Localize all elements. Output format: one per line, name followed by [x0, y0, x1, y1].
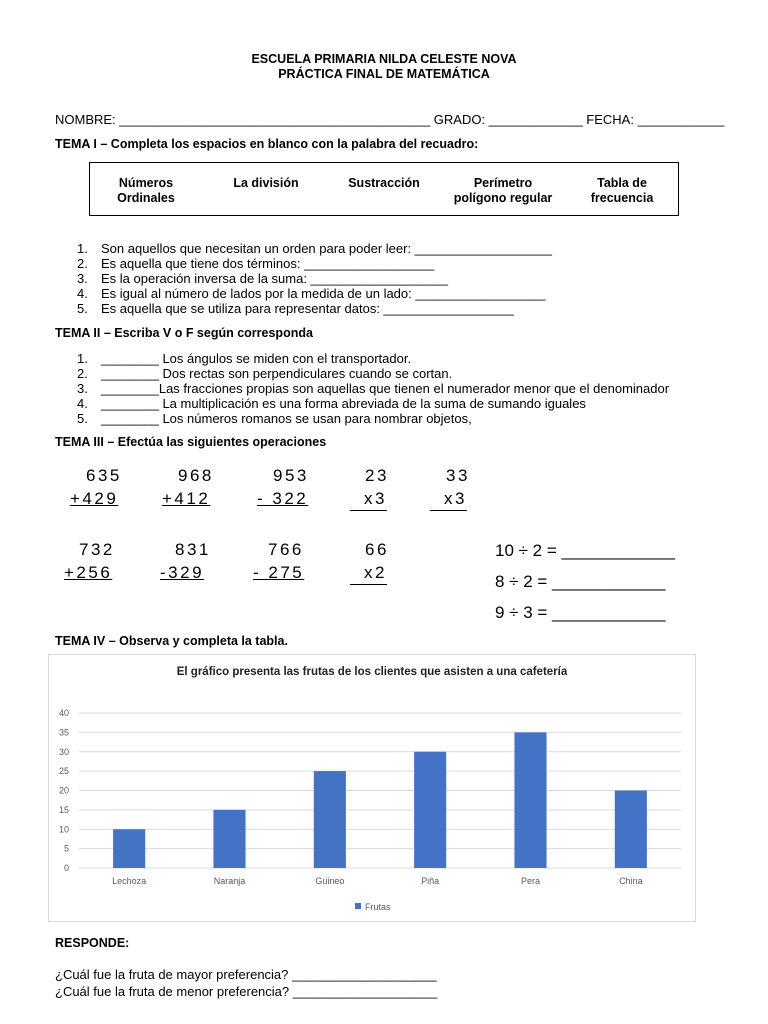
word-box-item — [338, 176, 430, 191]
item-number: 1. — [77, 351, 88, 366]
question-2: ¿Cuál fue la fruta de menor preferencia? ____________________ — [55, 984, 438, 999]
item-number: 3. — [77, 381, 88, 396]
word-box — [89, 162, 679, 216]
operation-top: 732 — [79, 540, 115, 559]
y-tick-label: 35 — [58, 727, 69, 738]
bar-pera — [514, 732, 546, 868]
y-tick-label: 25 — [58, 766, 69, 777]
grid-layer — [79, 713, 681, 868]
word-line: polígono regular — [453, 191, 553, 205]
bar-chart — [48, 654, 696, 922]
item-text: ________Las fracciones propias son aquellas que tienen el numerador menor que el denominador — [101, 381, 670, 396]
y-tick-label: 30 — [58, 746, 69, 757]
y-tick-label: 20 — [58, 785, 69, 796]
y-tick-label: 40 — [58, 708, 69, 718]
operation-top: 953 — [273, 466, 309, 485]
x-tick-label: Piña — [421, 876, 440, 886]
y-tick-label: 10 — [58, 824, 69, 835]
item-number: 1. — [77, 241, 88, 256]
tema1-title: TEMA I – Completa los espacios en blanco con la palabra del recuadro: — [55, 137, 479, 151]
item-number: 4. — [77, 396, 88, 411]
labels-layer — [59, 708, 643, 886]
item-number: 2. — [77, 366, 88, 381]
operation-top: 635 — [86, 466, 122, 485]
operation-bottom: +412 — [162, 489, 211, 508]
chart-legend — [355, 902, 391, 912]
operation-bottom: - 322 — [257, 489, 309, 508]
legend-label: Frutas — [365, 902, 391, 912]
student-info-line: NOMBRE: ___________________________________________ GRADO: _____________ FECHA: ____________ — [55, 112, 725, 127]
operation-bottom: x2 — [350, 562, 387, 585]
word-line: Tabla de — [597, 176, 647, 190]
legend-swatch — [355, 903, 361, 909]
word-line: Números — [118, 176, 174, 190]
word-box-item — [220, 176, 312, 191]
bar-naranja — [213, 810, 245, 868]
item-text: Son aquellos que necesitan un orden para poder leer: ___________________ — [101, 241, 553, 256]
question-1: ¿Cuál fue la fruta de mayor preferencia? ____________________ — [55, 967, 437, 982]
operation-top: 66 — [365, 540, 389, 559]
word-box-item — [100, 176, 192, 206]
item-text: ________ Los ángulos se miden con el transportador. — [101, 351, 412, 366]
bar-lechoza — [113, 829, 145, 868]
x-tick-label: Pera — [520, 876, 541, 886]
word-box-item — [435, 176, 571, 206]
item-text: ________ La multiplicación es una forma abreviada de la suma de sumando iguales — [101, 396, 586, 411]
operation-top: 831 — [175, 540, 211, 559]
item-number: 5. — [77, 301, 88, 316]
bar-china — [615, 791, 647, 869]
operation-bottom: +429 — [70, 489, 119, 508]
y-tick-label: 5 — [63, 843, 69, 854]
item-number: 5. — [77, 411, 88, 426]
operation-top: 23 — [365, 466, 389, 485]
operation-bottom: +256 — [64, 563, 113, 582]
y-tick-label: 0 — [63, 863, 69, 873]
x-tick-label: China — [619, 876, 643, 886]
item-text: ________ Dos rectas son perpendiculares cuando se cortan. — [101, 366, 453, 381]
tema2-title: TEMA II – Escriba V o F según corresponda — [55, 326, 313, 340]
responde-title: RESPONDE: — [55, 936, 130, 950]
word-line: Sustracción — [348, 176, 420, 190]
division-problem: 9 ÷ 3 = ____________ — [495, 603, 666, 622]
x-tick-label: Guineo — [315, 876, 345, 886]
word-line: La división — [233, 176, 299, 190]
operation-bottom: -329 — [160, 563, 205, 582]
x-tick-label: Lechoza — [112, 876, 147, 886]
item-text: Es aquella que tiene dos términos: __________________ — [101, 256, 435, 271]
item-number: 3. — [77, 271, 88, 286]
word-line: Perímetro — [473, 176, 533, 190]
bar-piña — [414, 752, 446, 868]
item-text: Es igual al número de lados por la medida de un lado: __________________ — [101, 286, 546, 301]
bar-guineo — [314, 771, 346, 868]
item-number: 4. — [77, 286, 88, 301]
page-title: PRÁCTICA FINAL DE MATEMÁTICA — [278, 67, 490, 81]
division-problem: 8 ÷ 2 = ____________ — [495, 572, 666, 591]
chart-title: El gráfico presenta las frutas de los clientes que asisten a una cafetería — [176, 666, 568, 678]
tema3-title: TEMA III – Efectúa las siguientes operaciones — [55, 435, 327, 449]
word-box-item — [572, 176, 672, 206]
operation-bottom: x3 — [350, 488, 387, 511]
school-name: ESCUELA PRIMARIA NILDA CELESTE NOVA — [251, 52, 517, 66]
item-text: Es aquella que se utiliza para representar datos: __________________ — [101, 301, 514, 316]
y-tick-label: 15 — [58, 804, 69, 815]
operation-top: 766 — [268, 540, 304, 559]
division-problem: 10 ÷ 2 = ____________ — [495, 541, 675, 560]
tema4-title: TEMA IV – Observa y completa la tabla. — [55, 634, 288, 648]
bars-layer — [113, 732, 647, 868]
item-text: ________ Los números romanos se usan para nombrar objetos, — [101, 411, 472, 426]
operation-top: 968 — [178, 466, 214, 485]
word-line: frecuencia — [590, 191, 654, 205]
operation-bottom: x3 — [430, 488, 467, 511]
x-tick-label: Naranja — [213, 876, 246, 886]
word-line: Ordinales — [117, 191, 175, 205]
item-text: Es la operación inversa de la suma: ___________________ — [101, 271, 448, 286]
operation-top: 33 — [446, 466, 470, 485]
item-number: 2. — [77, 256, 88, 271]
chart-canvas — [49, 655, 695, 921]
operation-bottom: - 275 — [253, 563, 305, 582]
